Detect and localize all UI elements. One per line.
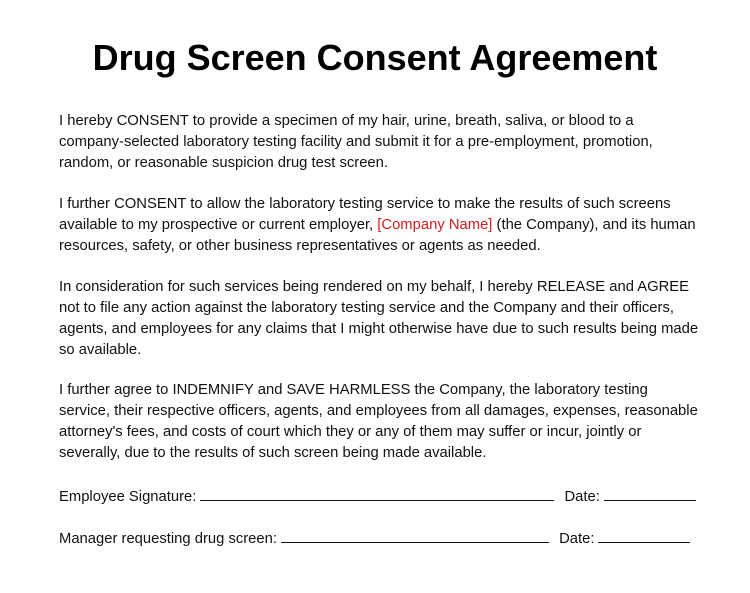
indemnify-paragraph: I further agree to INDEMNIFY and SAVE HARMLESS the Company, the laboratory testing service, their respective officers, agents, and employees from all damages, expenses, reasonable attorney's fees, and costs of court which they or any of them may suffer or incur, jointly or severally, due to the results of such screen being made available. [59, 382, 698, 461]
employee-signature-label: Employee Signature: [59, 489, 197, 505]
employee-date-label: Date: [564, 489, 600, 505]
employee-signature-row [59, 485, 696, 508]
paragraph2-text-start: I further CONSENT to allow the laboratory testing service to make the results of such screens available to my prospective or current employer, [59, 196, 671, 233]
manager-signature-label: Manager requesting drug screen: [59, 531, 277, 547]
manager-signature-field[interactable] [281, 527, 549, 543]
manager-signature-row [59, 527, 690, 550]
employee-signature-field[interactable] [200, 485, 554, 501]
company-name-placeholder: [Company Name] [377, 217, 493, 233]
paragraph2-text-end: (the Company), and its human resources, safety, or other business representatives or agents as needed. [59, 217, 696, 254]
results-consent-paragraph [59, 194, 699, 257]
employee-date-field[interactable] [604, 485, 696, 501]
document-title: Drug Screen Consent Agreement [92, 37, 658, 78]
consent-paragraph: I hereby CONSENT to provide a specimen of my hair, urine, breath, saliva, or blood to a company-selected laboratory testing facility and submit it for a pre-employment, promotion, random, or reasonable suspicion drug test screen. [59, 113, 653, 171]
manager-date-label: Date: [559, 531, 595, 547]
release-paragraph: In consideration for such services being rendered on my behalf, I hereby RELEASE and AGREE not to file any action against the laboratory testing service and the Company and their officers, agents, and employees for any claims that I might otherwise have due to such results being made so available. [59, 279, 699, 358]
manager-date-field[interactable] [598, 527, 690, 543]
